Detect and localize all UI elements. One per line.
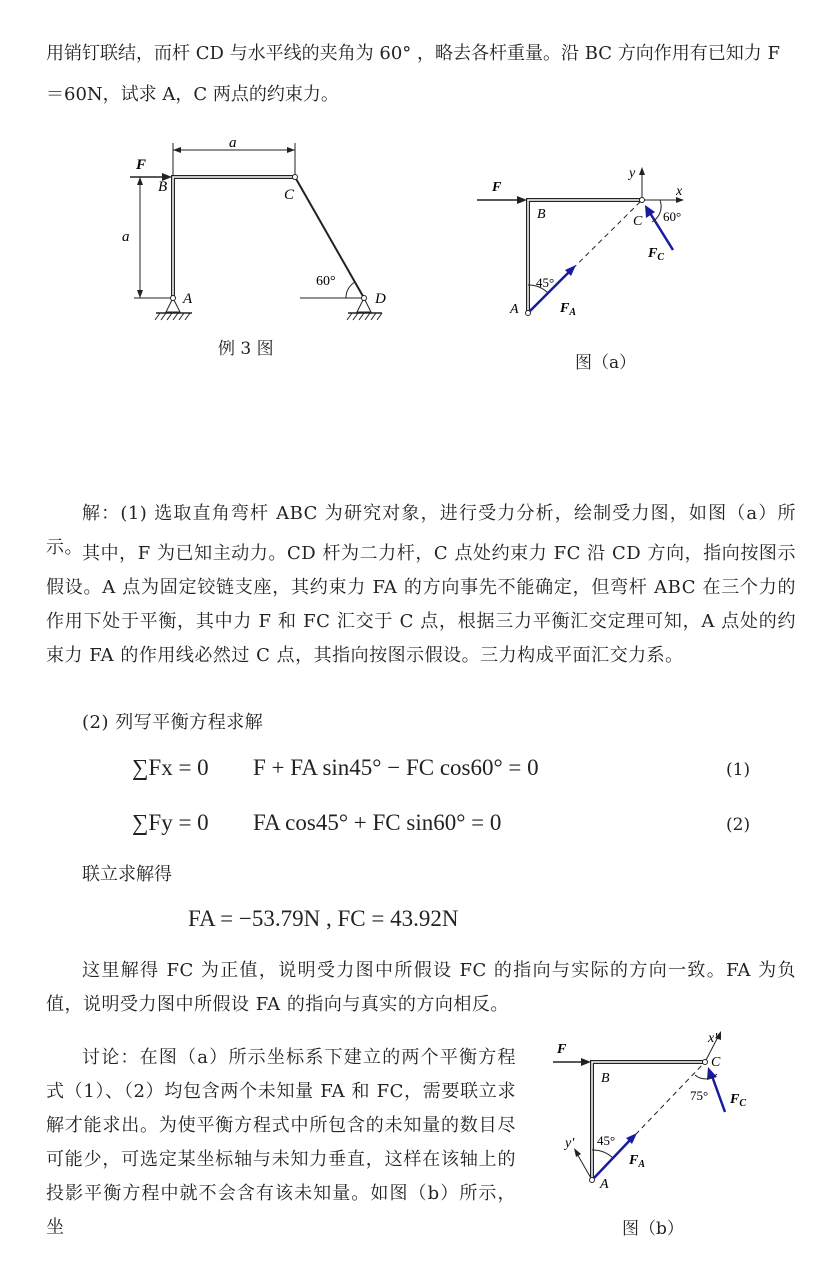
label-angle-75: 75° — [690, 1088, 709, 1103]
label-FA: $F_A$ — [560, 301, 577, 318]
label-B: B — [158, 179, 168, 195]
label-B: B — [601, 1071, 610, 1086]
label-A: A — [600, 1177, 609, 1192]
equation-2-number: (2) — [726, 815, 751, 835]
equation-1-lhs: ∑Fx = 0 — [132, 755, 209, 780]
solution-p2: 其中，F 为已知主动力。CD 杆为二力杆，C 点处约束力 FC 沿 CD 方向，指向按图示假设。A 点为固定铰链支座，其约束力 FA 的方向事先不能确定，但弯杆 ABC 在三个力的作用下处于平衡，其中力 F 和 FC 汇交于 C 点，根据三力平衡汇交定理可知，A 点处的约束力 FA 的作用线必然过 C 点，其指向按图示假设。三力构成平面汇交力系。 — [46, 543, 796, 666]
figure-b — [545, 1030, 785, 1200]
discussion-paragraph: 讨论：在图（a）所示坐标系下建立的两个平衡方程式（1）、（2）均包含两个未知量 FA 和 FC，需要联立求解才能求出。为使平衡方程式中所包含的未知量的数目尽可能少，可选定某坐标轴与未知力垂直，这样在该轴上的投影平衡方程中就不会含有该未知量。如图（b）所示，坐 — [46, 1047, 516, 1238]
caption-figure-b: 图（b） — [622, 1219, 684, 1239]
label-C: C — [633, 214, 643, 229]
label-angle-45: 45° — [597, 1133, 616, 1148]
equation-1-number: (1) — [726, 760, 751, 780]
label-x-prime: x' — [708, 1031, 718, 1046]
label-C: C — [711, 1055, 721, 1070]
label-angle-60: 60° — [663, 209, 682, 224]
label-A: A — [510, 302, 519, 317]
figure-example-3 — [120, 135, 410, 335]
intro-line-1: 用销钉联结，而杆 CD 与水平线的夹角为 60° ，略去各杆重量。沿 BC 方向作用有已知力 F — [46, 43, 780, 64]
figure-a — [470, 165, 700, 330]
label-y: y — [629, 166, 636, 181]
caption-example-3: 例 3 图 — [218, 339, 274, 359]
result-equation: FA = −53.79N , FC = 43.92N — [188, 906, 459, 931]
label-A: A — [183, 291, 193, 307]
label-FC: $F_C$ — [730, 1092, 747, 1109]
solution-p1: 解：(1) 选取直角弯杆 ABC 为研究对象，进行受力分析，绘制受力图，如图（a）所示。 — [46, 503, 796, 558]
label-B: B — [537, 207, 546, 222]
label-angle-60: 60° — [316, 274, 336, 289]
label-FC: $F_C$ — [648, 246, 665, 263]
label-D: D — [375, 291, 386, 307]
dim-a-left: a — [122, 229, 130, 245]
equation-2-rhs: FA cos45° + FC sin60° = 0 — [253, 810, 502, 835]
dim-a-top: a — [229, 135, 237, 151]
caption-figure-a: 图（a） — [575, 353, 637, 373]
intro-line-2: ＝60N，试求 A，C 两点的约束力。 — [46, 84, 339, 105]
label-angle-45: 45° — [536, 275, 555, 290]
equation-1-rhs: F + FA sin45° − FC cos60° = 0 — [253, 755, 539, 780]
equation-2-lhs: ∑Fy = 0 — [132, 810, 209, 835]
solution-p5: 这里解得 FC 为正值，说明受力图中所假设 FC 的指向与实际的方向一致。FA 为负值，说明受力图中所假设 FA 的指向与真实的方向相反。 — [46, 960, 796, 1015]
label-x: x — [676, 184, 683, 199]
label-F: F — [136, 157, 147, 173]
label-F: F — [557, 1042, 567, 1057]
label-C: C — [284, 187, 295, 203]
label-FA: $F_A$ — [629, 1153, 646, 1170]
label-F: F — [492, 180, 502, 195]
solution-p4: 联立求解得 — [82, 864, 172, 885]
label-y-prime: y' — [565, 1136, 575, 1151]
solution-p3: (2) 列写平衡方程求解 — [82, 712, 264, 733]
